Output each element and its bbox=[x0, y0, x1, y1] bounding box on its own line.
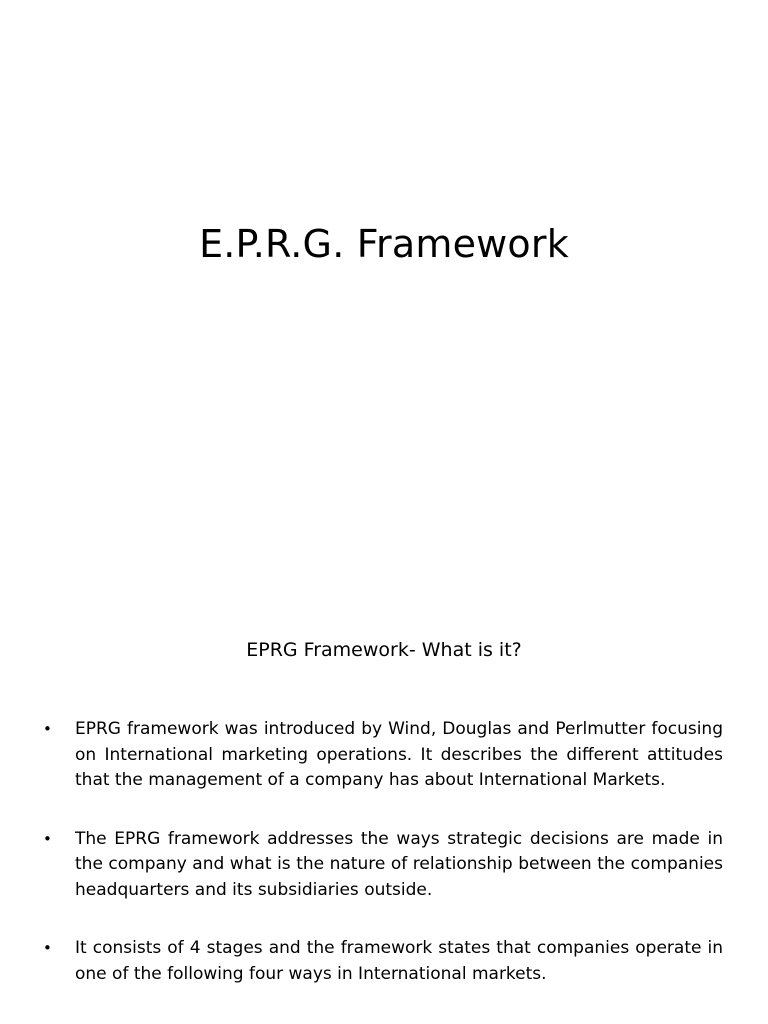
content-slide bbox=[0, 576, 768, 1024]
bullet-text: It consists of 4 stages and the framework states that companies operate in one of the following four ways in International markets. bbox=[75, 938, 723, 984]
bullet-item bbox=[43, 936, 723, 987]
bullet-item bbox=[43, 827, 723, 904]
bullet-text: EPRG framework was introduced by Wind, Douglas and Perlmutter focusing on International marketing operations. It describes the different attitudes that the management of a company has about International Markets. bbox=[75, 719, 723, 790]
bullet-item bbox=[43, 717, 723, 794]
bullet-icon: • bbox=[43, 939, 52, 957]
presentation-title: E.P.R.G. Framework bbox=[199, 222, 569, 266]
slide-heading: EPRG Framework- What is it? bbox=[246, 639, 522, 661]
bullet-list bbox=[43, 717, 723, 987]
bullet-text: The EPRG framework addresses the ways strategic decisions are made in the company and what is the nature of relationship between the companies headquarters and its subsidiaries outside. bbox=[75, 828, 723, 900]
bullet-icon: • bbox=[43, 720, 52, 738]
bullet-icon: • bbox=[43, 829, 52, 848]
